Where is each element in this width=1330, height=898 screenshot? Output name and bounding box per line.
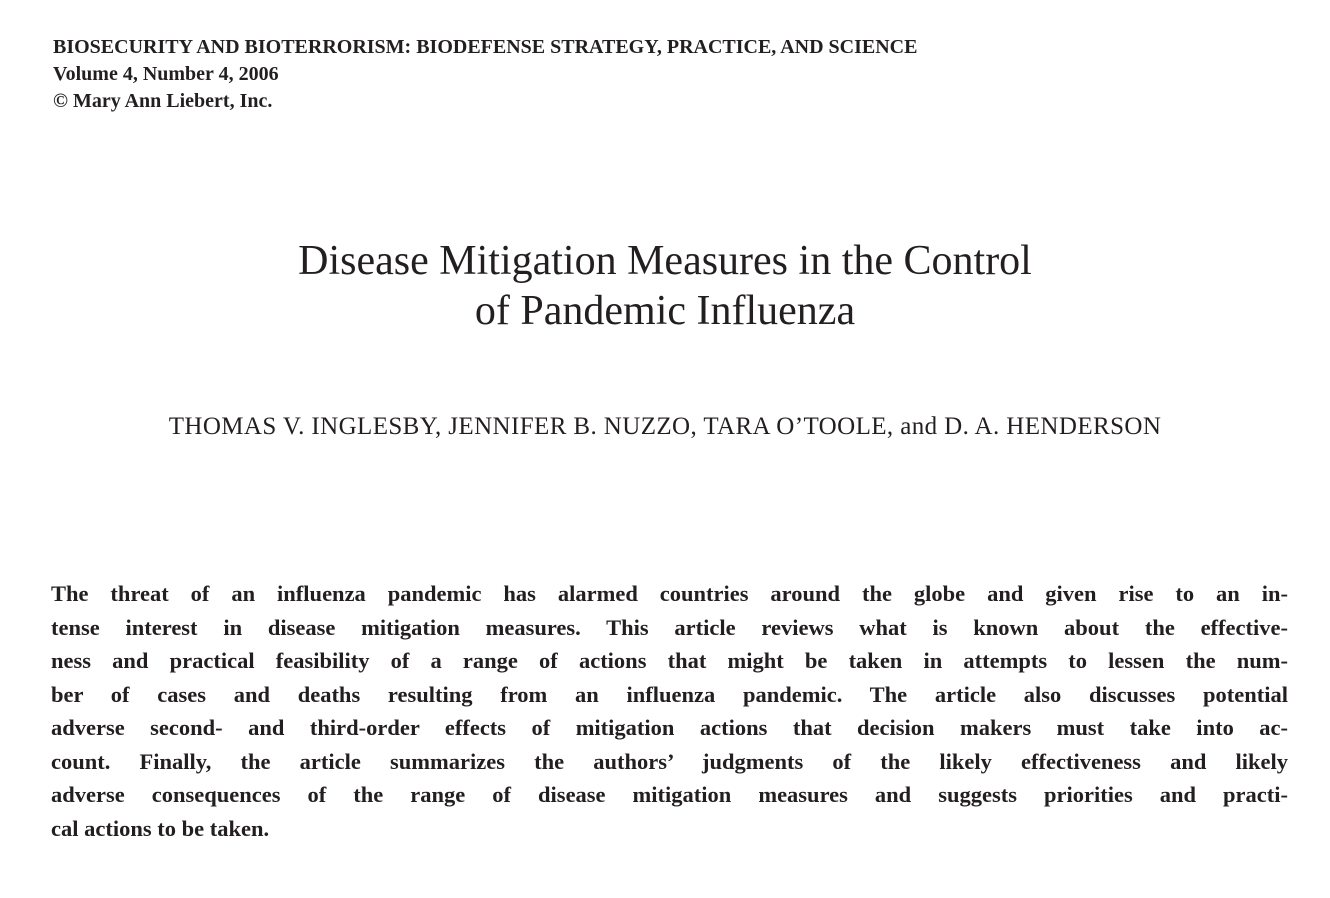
journal-header xyxy=(53,34,917,115)
copyright-line: © Mary Ann Liebert, Inc. xyxy=(53,90,273,112)
article-title-line-1: Disease Mitigation Measures in the Control xyxy=(298,238,1032,284)
article-title-line-2: of Pandemic Influenza xyxy=(474,288,856,334)
abstract-line: ber of cases and deaths resulting from an influenza pandemic. The article also discusses potential xyxy=(51,681,1288,707)
abstract-line: cal actions to be taken. xyxy=(51,815,270,841)
authors-line: THOMAS V. INGLESBY, JENNIFER B. NUZZO, TARA O’TOOLE, and D. A. HENDERSON xyxy=(168,413,1162,440)
abstract-line: adverse consequences of the range of disease mitigation measures and suggests priorities and practi- xyxy=(51,782,1288,807)
abstract-line: ness and practical feasibility of a range of actions that might be taken in attempts to lessen the num- xyxy=(51,648,1288,673)
abstract-line: tense interest in disease mitigation measures. This article reviews what is known about the effective- xyxy=(51,614,1288,640)
abstract xyxy=(51,577,1288,845)
article-title xyxy=(0,236,1330,336)
volume-line: Volume 4, Number 4, 2006 xyxy=(53,63,279,85)
abstract-line: The threat of an influenza pandemic has alarmed countries around the globe and given rise to an in- xyxy=(51,581,1288,606)
abstract-line: count. Finally, the article summarizes the authors’ judgments of the likely effectiveness and likely xyxy=(51,748,1288,774)
abstract-line: adverse second- and third-order effects of mitigation actions that decision makers must take into ac- xyxy=(51,715,1288,740)
journal-title-line: BIOSECURITY AND BIOTERRORISM: BIODEFENSE STRATEGY, PRACTICE, AND SCIENCE xyxy=(53,36,918,58)
